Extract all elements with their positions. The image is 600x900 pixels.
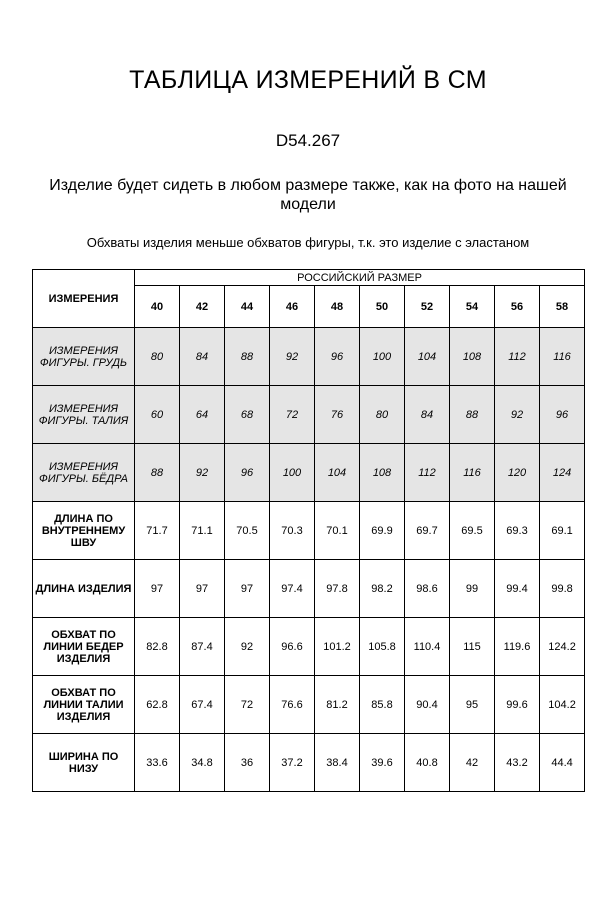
- table-cell: 88: [450, 386, 495, 444]
- table-cell: 92: [225, 618, 270, 676]
- table-cell: 87.4: [180, 618, 225, 676]
- table-cell: 104.2: [540, 676, 585, 734]
- elastane-note: Обхваты изделия меньше обхватов фигуры, т.к. это изделие с эластаном: [86, 235, 530, 250]
- table-cell: 100: [270, 444, 315, 502]
- table-cell: 84: [180, 328, 225, 386]
- table-cell: 116: [450, 444, 495, 502]
- table-cell: 84: [405, 386, 450, 444]
- table-cell: 80: [360, 386, 405, 444]
- table-cell: 99.4: [495, 560, 540, 618]
- size-header-cell: 40: [135, 286, 180, 328]
- table-cell: 96.6: [270, 618, 315, 676]
- table-row: [33, 328, 585, 386]
- table-cell: 92: [180, 444, 225, 502]
- table-cell: 124.2: [540, 618, 585, 676]
- table-cell: 97: [135, 560, 180, 618]
- product-code: D54.267: [275, 131, 341, 150]
- table-row: [33, 676, 585, 734]
- table-cell: 92: [270, 328, 315, 386]
- table-cell: 33.6: [135, 734, 180, 792]
- table-cell: 69.7: [405, 502, 450, 560]
- table-cell: 69.1: [540, 502, 585, 560]
- table-cell: 72: [270, 386, 315, 444]
- table-cell: 115: [450, 618, 495, 676]
- size-header-cell: 50: [360, 286, 405, 328]
- table-cell: 92: [495, 386, 540, 444]
- row-label: ИЗМЕРЕНИЯ ФИГУРЫ. БЁДРА: [33, 444, 135, 502]
- table-cell: 62.8: [135, 676, 180, 734]
- table-cell: 70.1: [315, 502, 360, 560]
- page-title: ТАБЛИЦА ИЗМЕРЕНИЙ В СМ: [129, 66, 487, 94]
- size-header-cell: 48: [315, 286, 360, 328]
- size-header-cell: 58: [540, 286, 585, 328]
- table-cell: 96: [315, 328, 360, 386]
- size-header-cell: 42: [180, 286, 225, 328]
- table-cell: 112: [495, 328, 540, 386]
- table-cell: 95: [450, 676, 495, 734]
- table-cell: 124: [540, 444, 585, 502]
- measurements-header: ИЗМЕРЕНИЯ: [33, 270, 135, 328]
- table-cell: 90.4: [405, 676, 450, 734]
- table-cell: 37.2: [270, 734, 315, 792]
- table-cell: 119.6: [495, 618, 540, 676]
- table-cell: 97.4: [270, 560, 315, 618]
- size-header-cell: 54: [450, 286, 495, 328]
- table-cell: 104: [405, 328, 450, 386]
- table-cell: 98.2: [360, 560, 405, 618]
- row-label: ОБХВАТ ПО ЛИНИИ ТАЛИИ ИЗДЕЛИЯ: [33, 676, 135, 734]
- table-cell: 36: [225, 734, 270, 792]
- table-row: [33, 502, 585, 560]
- table-cell: 105.8: [360, 618, 405, 676]
- table-cell: 76: [315, 386, 360, 444]
- size-header-cell: 56: [495, 286, 540, 328]
- row-label: ИЗМЕРЕНИЯ ФИГУРЫ. ГРУДЬ: [33, 328, 135, 386]
- fit-description: Изделие будет сидеть в любом размере также, как на фото на нашей модели: [49, 177, 567, 213]
- table-cell: 97.8: [315, 560, 360, 618]
- table-cell: 100: [360, 328, 405, 386]
- table-cell: 97: [180, 560, 225, 618]
- table-cell: 97: [225, 560, 270, 618]
- row-label: ИЗМЕРЕНИЯ ФИГУРЫ. ТАЛИЯ: [33, 386, 135, 444]
- table-row: [33, 734, 585, 792]
- table-cell: 60: [135, 386, 180, 444]
- table-cell: 34.8: [180, 734, 225, 792]
- table-cell: 110.4: [405, 618, 450, 676]
- table-cell: 40.8: [405, 734, 450, 792]
- table-cell: 96: [225, 444, 270, 502]
- row-label: ШИРИНА ПО НИЗУ: [33, 734, 135, 792]
- table-cell: 71.7: [135, 502, 180, 560]
- table-row: [33, 444, 585, 502]
- table-cell: 116: [540, 328, 585, 386]
- size-table: [32, 269, 585, 792]
- table-cell: 80: [135, 328, 180, 386]
- table-cell: 99: [450, 560, 495, 618]
- table-cell: 72: [225, 676, 270, 734]
- table-cell: 99.8: [540, 560, 585, 618]
- table-cell: 68: [225, 386, 270, 444]
- table-cell: 76.6: [270, 676, 315, 734]
- table-cell: 96: [540, 386, 585, 444]
- table-cell: 71.1: [180, 502, 225, 560]
- table-cell: 42: [450, 734, 495, 792]
- row-label: ДЛИНА ИЗДЕЛИЯ: [33, 560, 135, 618]
- table-row: [33, 560, 585, 618]
- table-cell: 98.6: [405, 560, 450, 618]
- table-cell: 69.9: [360, 502, 405, 560]
- russian-size-header: РОССИЙСКИЙ РАЗМЕР: [135, 270, 585, 286]
- size-header-cell: 52: [405, 286, 450, 328]
- size-header-cell: 44: [225, 286, 270, 328]
- table-cell: 70.3: [270, 502, 315, 560]
- table-cell: 81.2: [315, 676, 360, 734]
- table-cell: 43.2: [495, 734, 540, 792]
- table-row: [33, 618, 585, 676]
- row-label: ОБХВАТ ПО ЛИНИИ БЕДЕР ИЗДЕЛИЯ: [33, 618, 135, 676]
- size-header-cell: 46: [270, 286, 315, 328]
- table-cell: 104: [315, 444, 360, 502]
- table-cell: 108: [360, 444, 405, 502]
- table-cell: 39.6: [360, 734, 405, 792]
- table-cell: 85.8: [360, 676, 405, 734]
- table-cell: 38.4: [315, 734, 360, 792]
- table-cell: 67.4: [180, 676, 225, 734]
- table-cell: 69.5: [450, 502, 495, 560]
- table-cell: 82.8: [135, 618, 180, 676]
- table-cell: 88: [225, 328, 270, 386]
- row-label: ДЛИНА ПО ВНУТРЕННЕМУ ШВУ: [33, 502, 135, 560]
- table-cell: 88: [135, 444, 180, 502]
- table-cell: 64: [180, 386, 225, 444]
- table-cell: 70.5: [225, 502, 270, 560]
- table-cell: 44.4: [540, 734, 585, 792]
- table-cell: 99.6: [495, 676, 540, 734]
- table-cell: 120: [495, 444, 540, 502]
- table-cell: 112: [405, 444, 450, 502]
- table-cell: 108: [450, 328, 495, 386]
- table-row: [33, 386, 585, 444]
- table-cell: 101.2: [315, 618, 360, 676]
- table-cell: 69.3: [495, 502, 540, 560]
